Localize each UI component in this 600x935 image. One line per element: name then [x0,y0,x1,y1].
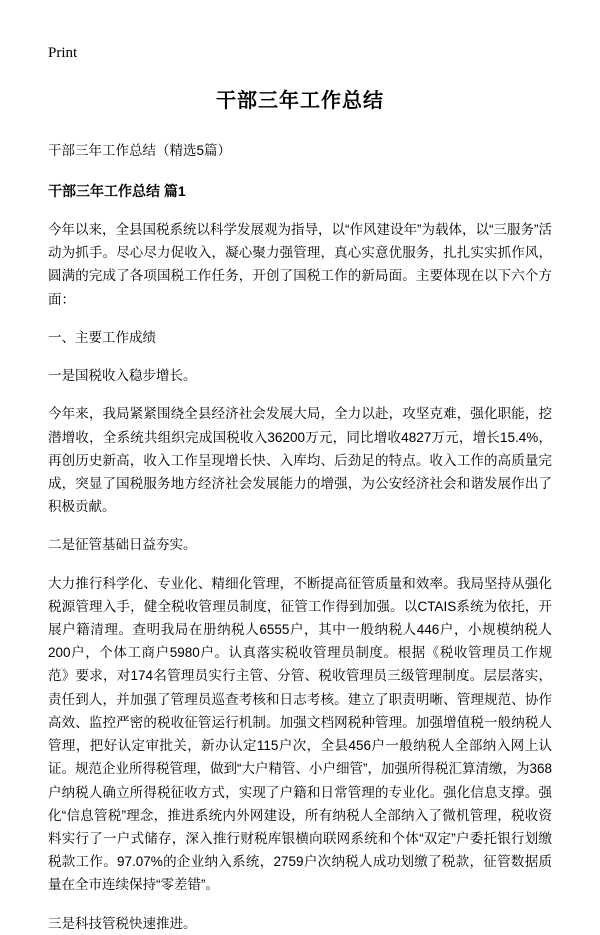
paragraph-management-detail: 大力推行科学化、专业化、精细化管理，不断提高征管质量和效率。我局坚持从强化税源管理入手，健全税收管理员制度，征管工作得到加强。以CTAIS系统为依托，开展户籍清理。查明我局在册纳税人6555户，其中一般纳税人446户，小规模纳税人200户，个体工商户5980户。认真落实税收管理员制度。根据《税收管理员工作规范》要求，对174名管理员实行主管、分管、税收管理员三级管理制度。层层落实，责任到人，并加强了管理员巡查考核和日志考核。建立了职责明晰、管理规范、协作高效、监控严密的税收征管运行机制。加强文档网税种管理。加强增值税一般纳税人管理，把好认定审批关，新办认定115户次，全县456户一般纳税人全部纳入网上认证。规范企业所得税管理，做到“大户精管、小户细管”，加强所得税汇算清缴，为368户纳税人确立所得税征收方式，实现了户籍和日常管理的专业化。强化信息支撑。强化“信息管税”理念，推进系统内外网建设，所有纳税人全部纳入了微机管理，税收资料实行了一户式储存，深入推行财税库银横向联网系统和个体“双定”户委托银行划缴税款工作。97.07%的企业纳入系统，2759户次纳税人成功划缴了税款，征管数据质量在全市连续保持“零差错”。 [48,575,553,893]
page-title: 干部三年工作总结 [216,90,384,112]
paragraph-point-three: 三是科技管税快速推进。 [48,915,197,931]
paragraph-section-one: 一、主要工作成绩 [48,329,156,345]
paragraph-intro: 今年以来，全县国税系统以科学发展观为指导，以“作风建设年”为载体，以“三服务”活动为抓手。尽心尽力促收入，凝心聚力强管理，真心实意优服务，扎扎实实抓作风，圆满的完成了各项国税工作任务，开创了国税工作的新局面。主要体现在以下六个方面： [48,221,552,307]
paragraph-point-one: 一是国税收入稳步增长。 [48,368,197,384]
section-heading: 干部三年工作总结 篇1 [48,182,186,199]
paragraph-point-two: 二是征管基础日益夯实。 [48,537,197,553]
print-link[interactable]: Print [48,45,78,61]
paragraph-revenue-detail: 今年来，我局紧紧围绕全县经济社会发展大局，全力以赴，攻坚克难，强化职能，挖潜增收，全系统共组织完成国税收入36200万元，同比增收4827万元，增长15.4%，再创历史新高，收入工作呈现增长快、入库均、后劲足的特点。收入工作的高质量完成，突显了国税服务地方经济社会发展能力的增强，为公安经济社会和谐发展作出了积极贡献。 [48,406,552,515]
document-subtitle: 干部三年工作总结（精选5篇） [48,143,232,158]
